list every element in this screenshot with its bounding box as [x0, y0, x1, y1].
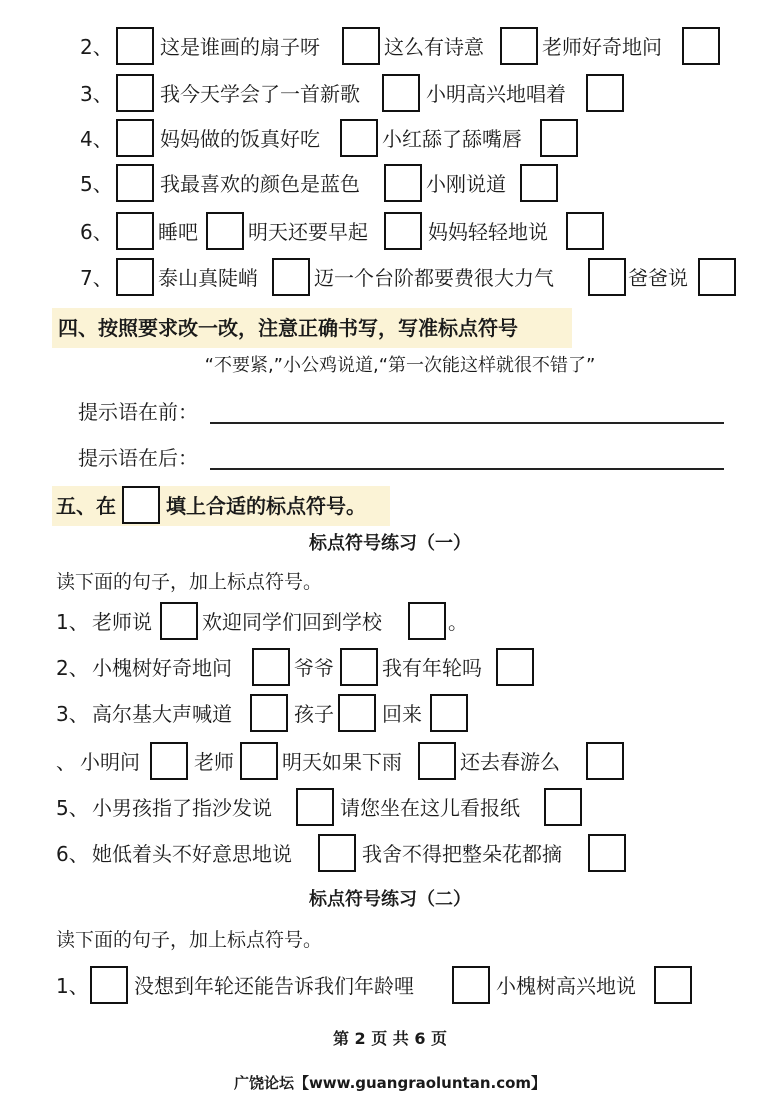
- answer-box[interactable]: [116, 212, 154, 250]
- sentence-part: 请您坐在这儿看报纸: [340, 796, 520, 820]
- answer-box[interactable]: [384, 212, 422, 250]
- practice2-instruction: 读下面的句子，加上标点符号。: [56, 929, 323, 951]
- answer-box[interactable]: [116, 74, 154, 112]
- sentence-part: 小明高兴地唱着: [426, 82, 566, 106]
- row-number: 2、: [80, 35, 113, 59]
- answer-box[interactable]: [586, 74, 624, 112]
- section5-heading-suffix: 填上合适的标点符号。: [166, 494, 366, 518]
- prompt-back-label: 提示语在后：: [78, 446, 198, 470]
- sentence-part: 她低着头不好意思地说: [92, 842, 292, 866]
- sentence-part: 。: [448, 610, 468, 634]
- answer-box[interactable]: [408, 602, 446, 640]
- answer-box[interactable]: [586, 742, 624, 780]
- answer-box[interactable]: [252, 648, 290, 686]
- sentence-part: 孩子: [294, 702, 334, 726]
- answer-box[interactable]: [116, 258, 154, 296]
- answer-line[interactable]: [210, 422, 724, 424]
- sentence-part: 睡吧: [158, 220, 198, 244]
- answer-line[interactable]: [210, 468, 724, 470]
- row-number: 5、: [80, 172, 113, 196]
- site-footer: 广饶论坛【www.guangraoluntan.com】: [233, 1074, 547, 1092]
- sentence-part: 爸爸说: [628, 266, 688, 290]
- answer-box[interactable]: [588, 834, 626, 872]
- row-number: 1、: [56, 974, 89, 998]
- section4-heading: 四、按照要求改一改，注意正确书写，写准标点符号: [58, 316, 518, 340]
- answer-box[interactable]: [682, 27, 720, 65]
- answer-box[interactable]: [272, 258, 310, 296]
- answer-box[interactable]: [500, 27, 538, 65]
- sentence-part: 小男孩指了指沙发说: [92, 796, 272, 820]
- answer-box[interactable]: [496, 648, 534, 686]
- answer-box[interactable]: [250, 694, 288, 732]
- answer-box[interactable]: [160, 602, 198, 640]
- answer-box[interactable]: [318, 834, 356, 872]
- sentence-part: 妈妈轻轻地说: [428, 220, 548, 244]
- sentence-part: 还去春游么: [460, 750, 560, 774]
- row-number: 1、: [56, 610, 89, 634]
- answer-box[interactable]: [296, 788, 334, 826]
- answer-box[interactable]: [544, 788, 582, 826]
- sentence-part: 我今天学会了一首新歌: [160, 82, 360, 106]
- answer-box-example: [122, 486, 160, 524]
- answer-box[interactable]: [520, 164, 558, 202]
- answer-box[interactable]: [430, 694, 468, 732]
- sentence-part: 小红舔了舔嘴唇: [382, 127, 522, 151]
- sentence-part: 小明问: [80, 750, 140, 774]
- practice1-instruction: 读下面的句子，加上标点符号。: [56, 571, 323, 593]
- row-number: 5、: [56, 796, 89, 820]
- practice2-title: 标点符号练习（二）: [309, 889, 471, 910]
- answer-box[interactable]: [206, 212, 244, 250]
- answer-box[interactable]: [340, 648, 378, 686]
- sentence-part: 小刚说道: [426, 172, 506, 196]
- answer-box[interactable]: [418, 742, 456, 780]
- sentence-part: 老师好奇地问: [542, 35, 662, 59]
- sentence-part: 妈妈做的饭真好吃: [160, 127, 320, 151]
- row-number: 6、: [80, 220, 113, 244]
- sentence-part: 回来: [382, 702, 422, 726]
- row-number: 4、: [80, 127, 113, 151]
- answer-box[interactable]: [452, 966, 490, 1004]
- answer-box[interactable]: [382, 74, 420, 112]
- sentence-part: 欢迎同学们回到学校: [202, 610, 382, 634]
- sentence-part: 明天还要早起: [248, 220, 368, 244]
- sentence-part: 我最喜欢的颜色是蓝色: [160, 172, 360, 196]
- sentence-part: 我有年轮吗: [382, 656, 482, 680]
- sentence-part: 迈一个台阶都要费很大力气: [314, 266, 554, 290]
- row-number: 3、: [56, 702, 89, 726]
- answer-box[interactable]: [90, 966, 128, 1004]
- sentence-part: 小槐树好奇地问: [92, 656, 232, 680]
- sentence-part: 小槐树高兴地说: [496, 974, 636, 998]
- answer-box[interactable]: [116, 27, 154, 65]
- answer-box[interactable]: [150, 742, 188, 780]
- row-number: 2、: [56, 656, 89, 680]
- answer-box[interactable]: [588, 258, 626, 296]
- sentence-part: 老师: [194, 750, 234, 774]
- section5-heading-prefix: 五、在: [56, 494, 116, 518]
- answer-box[interactable]: [384, 164, 422, 202]
- sentence-part: 爷爷: [294, 656, 334, 680]
- practice1-title: 标点符号练习（一）: [309, 533, 471, 554]
- prompt-front-label: 提示语在前：: [78, 400, 198, 424]
- answer-box[interactable]: [342, 27, 380, 65]
- sentence-part: 老师说: [92, 610, 152, 634]
- quote-sentence: “不要紧,”小公鸡说道,“第一次能这样就很不错了”: [204, 355, 596, 376]
- answer-box[interactable]: [340, 119, 378, 157]
- answer-box[interactable]: [338, 694, 376, 732]
- sentence-part: 我舍不得把整朵花都摘: [362, 842, 562, 866]
- answer-box[interactable]: [240, 742, 278, 780]
- sentence-part: 高尔基大声喊道: [92, 702, 232, 726]
- sentence-part: 没想到年轮还能告诉我们年龄哩: [134, 974, 414, 998]
- sentence-part: 泰山真陡峭: [158, 266, 258, 290]
- row-number: 3、: [80, 82, 113, 106]
- sentence-part: 这是谁画的扇子呀: [160, 35, 320, 59]
- answer-box[interactable]: [698, 258, 736, 296]
- answer-box[interactable]: [116, 119, 154, 157]
- sentence-part: 这么有诗意: [384, 35, 484, 59]
- row-number: 、: [56, 750, 76, 774]
- answer-box[interactable]: [654, 966, 692, 1004]
- page-number: 第 2 页 共 6 页: [332, 1029, 448, 1048]
- sentence-part: 明天如果下雨: [282, 750, 402, 774]
- row-number: 7、: [80, 266, 113, 290]
- row-number: 6、: [56, 842, 89, 866]
- answer-box[interactable]: [540, 119, 578, 157]
- answer-box[interactable]: [566, 212, 604, 250]
- answer-box[interactable]: [116, 164, 154, 202]
